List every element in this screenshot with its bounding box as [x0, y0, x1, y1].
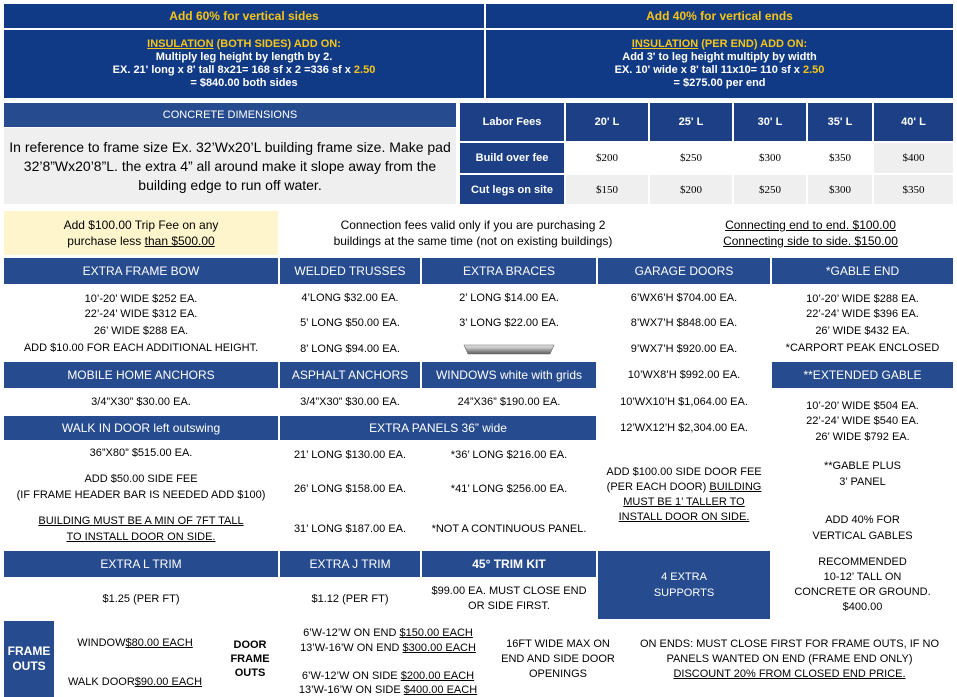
cut-legs-40: $350: [874, 175, 953, 204]
garage-door-10x8: 10’WX8’H $992.00 EA.: [598, 362, 770, 388]
truss-8ft: 8’ LONG $94.00 EA.: [280, 337, 420, 360]
extra-braces-header: EXTRA BRACES: [422, 258, 596, 284]
gable-end-header: *GABLE END: [772, 258, 953, 284]
j-trim-price: $1.12 (PER FT): [280, 579, 420, 619]
labor-col-35: 35' L: [808, 103, 872, 141]
labor-col-30: 30' L: [734, 103, 806, 141]
window-frame-out: WINDOW $80.00 EACH: [56, 621, 214, 665]
frame-end-discount-note: ON ENDS: MUST CLOSE FIRST FOR FRAME OUTS, IF NO PANELS WANTED ON END (FRAME END ONLY) DISCOUNT 20% FROM CLOSED END PRICE.: [626, 621, 953, 697]
labor-col-40: 40' L: [874, 103, 953, 141]
cut-legs-label: Cut legs on site: [460, 175, 564, 204]
supports-note: RECOMMENDED 10-12’ TALL ON CONCRETE OR GROUND. $400.00: [772, 551, 953, 619]
l-trim-price: $1.25 (PER FT): [4, 579, 278, 619]
cut-legs-25: $200: [650, 175, 732, 204]
trip-fee: Add $100.00 Trip Fee on any purchase less than $500.00: [4, 211, 278, 255]
vertical-sides-banner: Add 60% for vertical sides: [4, 4, 484, 28]
panel-41ft: *41’ LONG $256.00 EA.: [422, 470, 596, 508]
door-openings-note: 16FT WIDE MAX ON END AND SIDE DOOR OPENINGS: [492, 621, 624, 697]
brace-3ft: 3’ LONG $22.00 EA.: [422, 311, 596, 335]
welded-trusses-header: WELDED TRUSSES: [280, 258, 420, 284]
side-door-fee: ADD $100.00 SIDE DOOR FEE (PER EACH DOOR) BUILDING MUST BE 1’ TALLER TO INSTALL DOOR ON SIDE.: [598, 442, 770, 548]
build-over-30: $300: [734, 143, 806, 173]
panel-36ft: *36’ LONG $216.00 EA.: [422, 442, 596, 468]
panel-26ft: 26’ LONG $158.00 EA.: [280, 470, 420, 508]
garage-door-12x12: 12’WX12’H $2,304.00 EA.: [598, 416, 770, 440]
extra-frame-bow-header: EXTRA FRAME BOW: [4, 258, 278, 284]
brace-2ft: 2’ LONG $14.00 EA.: [422, 286, 596, 309]
extra-j-trim-header: EXTRA J TRIM: [280, 551, 420, 577]
cut-legs-20: $150: [566, 175, 648, 204]
extended-gable-body: 10’-20’ WIDE $504 EA. 22’-24’ WIDE $540 EA. 26’ WIDE $792 EA. **GABLE PLUS 3’ PANEL ADD 40% FOR VERTICAL GABLES: [772, 390, 953, 548]
gable-end-body: 10’-20’ WIDE $288 EA. 22’-24’ WIDE $396 EA. 26’ WIDE $432 EA. *CARPORT PEAK ENCLOSED: [772, 286, 953, 360]
concrete-text: In reference to frame size Ex. 32’Wx20’L building frame size. Make pad 32’8”Wx20’8”L. the extra 4” all around make it slope away from the building edge to run off water.: [4, 128, 456, 204]
panel-31ft: 31’ LONG $187.00 EA.: [280, 510, 420, 548]
trim-kit-header: 45° TRIM KIT: [422, 551, 596, 577]
build-over-20: $200: [566, 143, 648, 173]
walk-in-door-body: 36”X80” $515.00 EA. ADD $50.00 SIDE FEE (IF FRAME HEADER BAR IS NEEDED ADD $100) BUILDING MUST BE A MIN OF 7FT TALL TO INSTALL DOOR ON SIDE.: [4, 442, 278, 548]
cut-legs-30: $250: [734, 175, 806, 204]
garage-door-6x6: 6’WX6’H $704.00 EA.: [598, 286, 770, 309]
trim-kit-price: $99.00 EA. MUST CLOSE END OR SIDE FIRST.: [422, 579, 596, 619]
connection-prices: Connecting end to end. $100.00 Connecting side to side. $150.00: [668, 211, 953, 255]
walk-in-door-header: WALK IN DOOR left outswing: [4, 416, 278, 440]
truss-5ft: 5’ LONG $50.00 EA.: [280, 311, 420, 335]
build-over-35: $350: [808, 143, 872, 173]
labor-col-25: 25' L: [650, 103, 732, 141]
door-frame-prices: 6’W-12’W ON END $150.00 EACH 13’W-16’W ON END $300.00 EACH 6’W-12’W ON SIDE $200.00 EACH 13’W-16’W ON SIDE $400.00 EACH: [286, 621, 490, 697]
build-over-25: $250: [650, 143, 732, 173]
mobile-home-anchors-header: MOBILE HOME ANCHORS: [4, 362, 278, 388]
steel-brace-icon: [462, 342, 556, 356]
panel-not-continuous: *NOT A CONTINUOUS PANEL.: [422, 510, 596, 548]
garage-doors-header: GARAGE DOORS: [598, 258, 770, 284]
door-frame-outs-label: DOOR FRAME OUTS: [216, 621, 284, 697]
concrete-header: CONCRETE DIMENSIONS: [4, 103, 456, 127]
window-price: 24”X36” $190.00 EA.: [422, 390, 596, 414]
labor-fees-header: Labor Fees: [460, 103, 564, 141]
windows-header: WINDOWS white with grids: [422, 362, 596, 388]
build-over-40: $400: [874, 143, 953, 173]
truss-4ft: 4’LONG $32.00 EA.: [280, 286, 420, 309]
garage-door-9x7: 9’WX7’H $920.00 EA.: [598, 337, 770, 360]
vertical-ends-banner: Add 40% for vertical ends: [486, 4, 953, 28]
frame-outs-label: FRAME OUTS: [4, 621, 54, 697]
brace-image: [422, 337, 596, 360]
extra-supports: 4 EXTRA SUPPORTS: [598, 551, 770, 619]
insulation-per-end: INSULATION (PER END) ADD ON: Add 3' to leg height multiply by width EX. 10' wide x 8' tall 11x10= 110 sf x 2.50 = $275.00 per end: [486, 30, 953, 98]
extended-gable-header: **EXTENDED GABLE: [772, 362, 953, 388]
asphalt-anchor-price: 3/4”X30” $30.00 EA.: [280, 390, 420, 414]
frame-bow-body: 10’-20’ WIDE $252 EA. 22’-24’ WIDE $312 EA. 26’ WIDE $288 EA. ADD $10.00 FOR EACH ADDITIONAL HEIGHT.: [4, 286, 278, 360]
garage-door-8x7: 8’WX7’H $848.00 EA.: [598, 311, 770, 335]
mobile-home-anchor-price: 3/4”X30” $30.00 EA.: [4, 390, 278, 414]
insulation-both-sides: INSULATION (BOTH SIDES) ADD ON: Multiply leg height by length by 2. EX. 21' long x 8' tall 8x21= 168 sf x 2 =336 sf x 2.50 = $840.00 both sides: [4, 30, 484, 98]
cut-legs-35: $300: [808, 175, 872, 204]
extra-l-trim-header: EXTRA L TRIM: [4, 551, 278, 577]
walk-door-frame-out: WALK DOOR $90.00 EACH: [56, 667, 214, 697]
asphalt-anchors-header: ASPHALT ANCHORS: [280, 362, 420, 388]
extra-panels-header: EXTRA PANELS 36” wide: [280, 416, 596, 440]
labor-col-20: 20' L: [566, 103, 648, 141]
connection-fees-note: Connection fees valid only if you are purchasing 2 buildings at the same time (not on existing buildings): [280, 211, 666, 255]
panel-21ft: 21’ LONG $130.00 EA.: [280, 442, 420, 468]
build-over-fee-label: Build over fee: [460, 143, 564, 173]
garage-door-10x10: 10’WX10’H $1,064.00 EA.: [598, 390, 770, 414]
